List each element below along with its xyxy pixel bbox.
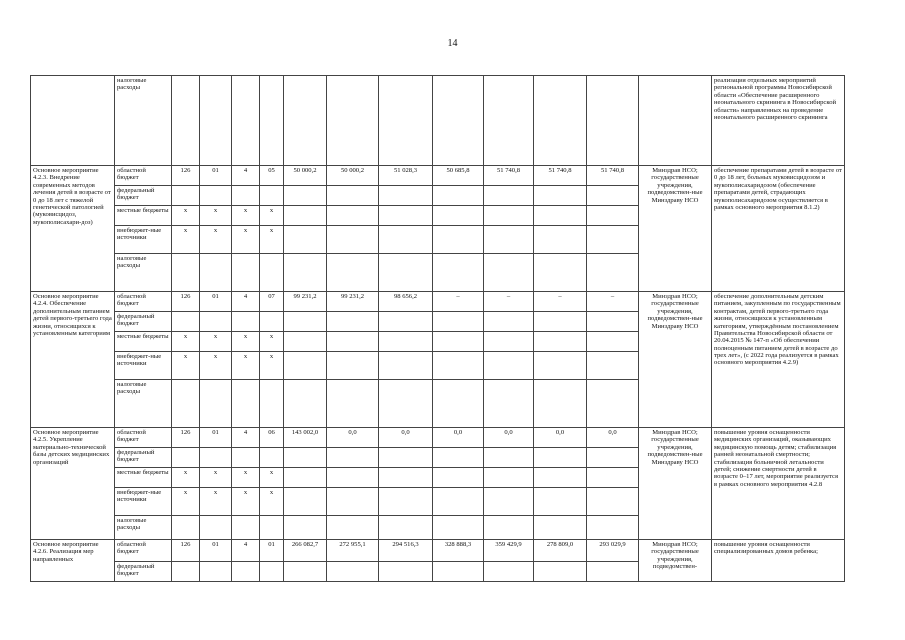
x-mark: х [200,488,232,516]
value-cell: 50 000,2 [327,166,379,186]
x-mark: х [232,206,260,226]
code-grbs: 126 [172,166,200,186]
event-name-cell: Основное мероприятие 4.2.5. Укрепление материально-технической базы детских медицинских организаций [31,428,115,540]
value-cell: 51 740,8 [534,166,587,186]
code-om: 05 [260,166,284,186]
x-mark: х [260,332,284,352]
code-om: 06 [260,428,284,448]
funding-source: налоговые расходы [115,380,172,428]
funding-source: налоговые расходы [115,516,172,540]
x-mark: х [200,332,232,352]
value-cell: 278 809,0 [534,540,587,562]
value-cell: – [484,292,534,312]
funding-source: федеральный бюджет [115,562,172,582]
x-mark: х [260,206,284,226]
event-name-cell: Основное мероприятие 4.2.6. Реализация мер направленных [31,540,115,582]
funding-source: федеральный бюджет [115,186,172,206]
x-mark: х [200,468,232,488]
x-mark: х [172,352,200,380]
value-cell: 0,0 [379,428,433,448]
expected-result: реализация отдельных мероприятий региональной программы Новосибирской области «Обеспечение расширенного неонатального скрининга в Новосибирской области» направленных на проведение неонатального расширенного скрининга [712,76,845,166]
value-cell: 99 231,2 [284,292,327,312]
value-cell: 0,0 [534,428,587,448]
funding-source: местные бюджеты [115,468,172,488]
responsible-cell: Минздрав НСО; государственные учреждения, подведомствен-ные Минздраву НСО [639,166,712,292]
expected-result: обеспечение дополнительным детским питанием, закупленным по государственным контрактам, детей первого-третьего года жизни, относящихся к установленным категориям, утверждённым постановлением Правительства Новосибирской области от 20.04.2015 № 147-п «Об обеспечении полноценным питанием детей в возрасте до трех лет», (с 2022 года реализуется в рамках основного мероприятия 4.2.9) [712,292,845,428]
value-cell: 50 685,8 [433,166,484,186]
responsible-cell: Минздрав НСО; государственные учреждения, подведомствен- [639,540,712,582]
code-gp: 4 [232,428,260,448]
expected-result: повышение уровня оснащенности медицинских организаций, оказывающих медицинскую помощь детям; стабилизация ранней неонатальной смертности; стабилизация больничной летальности детей; снижение смертности детей в возрасте 0–17 лет, мероприятие реализуется в рамках основного мероприятия 4.2.8 [712,428,845,540]
expected-result: повышение уровня оснащенности специализированных домов ребенка; [712,540,845,582]
value-cell: 294 516,3 [379,540,433,562]
code-om: 07 [260,292,284,312]
value-cell: – [587,292,639,312]
x-mark: х [172,332,200,352]
event-name-cell [31,76,115,166]
funding-source: областной бюджет [115,428,172,448]
x-mark: х [232,226,260,254]
x-mark: х [172,488,200,516]
program-table [30,75,845,582]
funding-source: местные бюджеты [115,206,172,226]
funding-source: федеральный бюджет [115,448,172,468]
code-grbs: 126 [172,292,200,312]
page-number: 14 [447,38,458,49]
responsible-cell: Минздрав НСО; государственные учреждения, подведомствен-ные Минздраву НСО [639,428,712,540]
event-name-cell: Основное мероприятие 4.2.3. Внедрение современных методов лечения детей в возрасте от 0 до 18 лет с тяжелой генетической патологией (муковисцидоз, мукополисахари-доз) [31,166,115,292]
funding-source: внебюджет-ные источники [115,352,172,380]
code-om: 01 [260,540,284,562]
table-row [31,166,845,186]
x-mark: х [260,226,284,254]
x-mark: х [232,468,260,488]
value-cell: 98 656,2 [379,292,433,312]
funding-source: областной бюджет [115,292,172,312]
table-row [31,76,845,166]
code-grbs: 126 [172,540,200,562]
value-cell: 0,0 [484,428,534,448]
table-row [31,540,845,562]
funding-source: федеральный бюджет [115,312,172,332]
code-gp: 4 [232,166,260,186]
x-mark: х [232,352,260,380]
value-cell: 266 082,7 [284,540,327,562]
value-cell: 0,0 [327,428,379,448]
code-rzpr: 01 [200,540,232,562]
x-mark: х [260,488,284,516]
x-mark: х [172,468,200,488]
x-mark: х [260,468,284,488]
x-mark: х [260,352,284,380]
value-cell: – [433,292,484,312]
value-cell: 143 002,0 [284,428,327,448]
funding-source: налоговые расходы [115,254,172,292]
table-row [31,428,845,448]
value-cell: – [534,292,587,312]
x-mark: х [200,206,232,226]
event-name-cell: Основное мероприятие 4.2.4. Обеспечение дополнительным питанием детей первого-третьего года жизни, относящихся к установленным категориям [31,292,115,428]
code-gp: 4 [232,540,260,562]
value-cell: 0,0 [587,428,639,448]
expected-result: обеспечение препаратами детей в возрасте от 0 до 18 лет, больных муковисцидозом и мукополисахаридозом (обеспечение препаратами детей, страдающих мукополисахаридозом осуществляется в рамках основного мероприятия 8.1.2) [712,166,845,292]
code-rzpr: 01 [200,292,232,312]
x-mark: х [172,226,200,254]
funding-source: областной бюджет [115,166,172,186]
funding-source: налоговые расходы [115,76,172,166]
value-cell: 328 888,3 [433,540,484,562]
value-cell: 272 955,1 [327,540,379,562]
value-cell: 51 028,3 [379,166,433,186]
value-cell: 50 000,2 [284,166,327,186]
value-cell: 51 740,8 [587,166,639,186]
funding-source: областной бюджет [115,540,172,562]
code-rzpr: 01 [200,428,232,448]
value-cell: 293 029,9 [587,540,639,562]
value-cell: 0,0 [433,428,484,448]
table-row [31,292,845,312]
funding-source: внебюджет-ные источники [115,226,172,254]
value-cell: 99 231,2 [327,292,379,312]
code-grbs: 126 [172,428,200,448]
code-rzpr: 01 [200,166,232,186]
value-cell: 359 429,9 [484,540,534,562]
x-mark: х [200,226,232,254]
responsible-cell: Минздрав НСО; государственные учреждения, подведомствен-ные Минздраву НСО [639,292,712,428]
funding-source: местные бюджеты [115,332,172,352]
funding-source: внебюджет-ные источники [115,488,172,516]
x-mark: х [200,352,232,380]
code-gp: 4 [232,292,260,312]
value-cell: 51 740,8 [484,166,534,186]
x-mark: х [232,488,260,516]
x-mark: х [232,332,260,352]
x-mark: х [172,206,200,226]
